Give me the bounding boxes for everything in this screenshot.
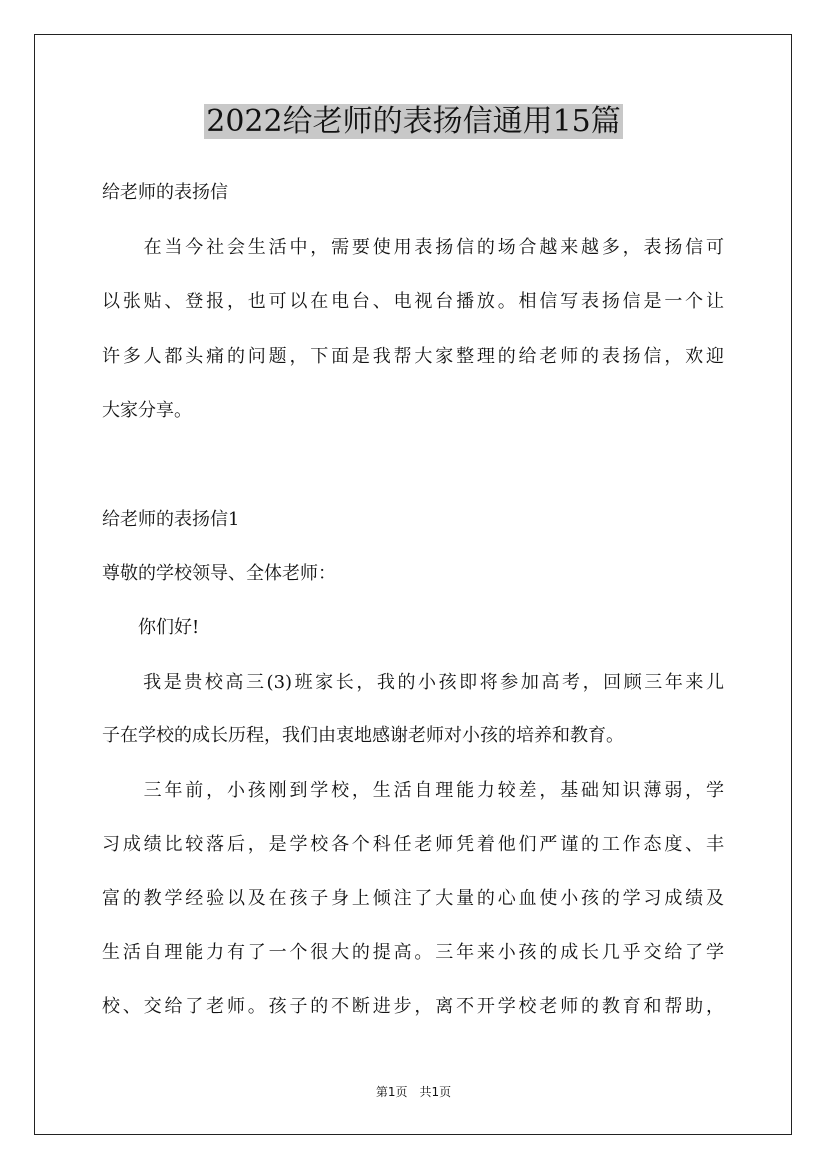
intro-line: 在当今社会生活中，需要使用表扬信的场合越来越多，表扬信可 [102,237,724,258]
paragraph-line: 富的教学经验以及在孩子身上倾注了大量的心血使小孩的学习成绩及 [102,888,724,909]
letter-salutation: 尊敬的学校领导、全体老师： [102,563,336,584]
page-number: 第1页 [375,1085,408,1099]
document-title [0,102,827,142]
page-footer [0,1084,827,1100]
paragraph-line: 我是贵校高三(3)班家长，我的小孩即将参加高考，回顾三年来儿 [102,672,724,693]
section-heading: 给老师的表扬信 [102,182,228,203]
paragraph-line: 校、交给了老师。孩子的不断进步，离不开学校老师的教育和帮助， [102,996,724,1017]
paragraph-line: 习成绩比较落后，是学校各个科任老师凭着他们严谨的工作态度、丰 [102,834,724,855]
intro-line: 以张贴、登报，也可以在电台、电视台播放。相信写表扬信是一个让 [102,291,724,312]
intro-line: 大家分享。 [102,400,192,421]
page-total: 共1页 [419,1085,452,1099]
document-title-text: 2022给老师的表扬信通用15篇 [206,104,621,139]
paragraph-line: 子在学校的成长历程，我们由衷地感谢老师对小孩的培养和教育。 [102,725,624,746]
letter-greeting: 你们好! [102,617,200,638]
letter-heading: 给老师的表扬信1 [102,509,240,530]
paragraph-line: 三年前，小孩刚到学校，生活自理能力较差，基础知识薄弱，学 [102,780,724,801]
paragraph-line: 生活自理能力有了一个很大的提高。三年来小孩的成长几乎交给了学 [102,942,724,963]
intro-line: 许多人都头痛的问题，下面是我帮大家整理的给老师的表扬信，欢迎 [102,346,724,367]
